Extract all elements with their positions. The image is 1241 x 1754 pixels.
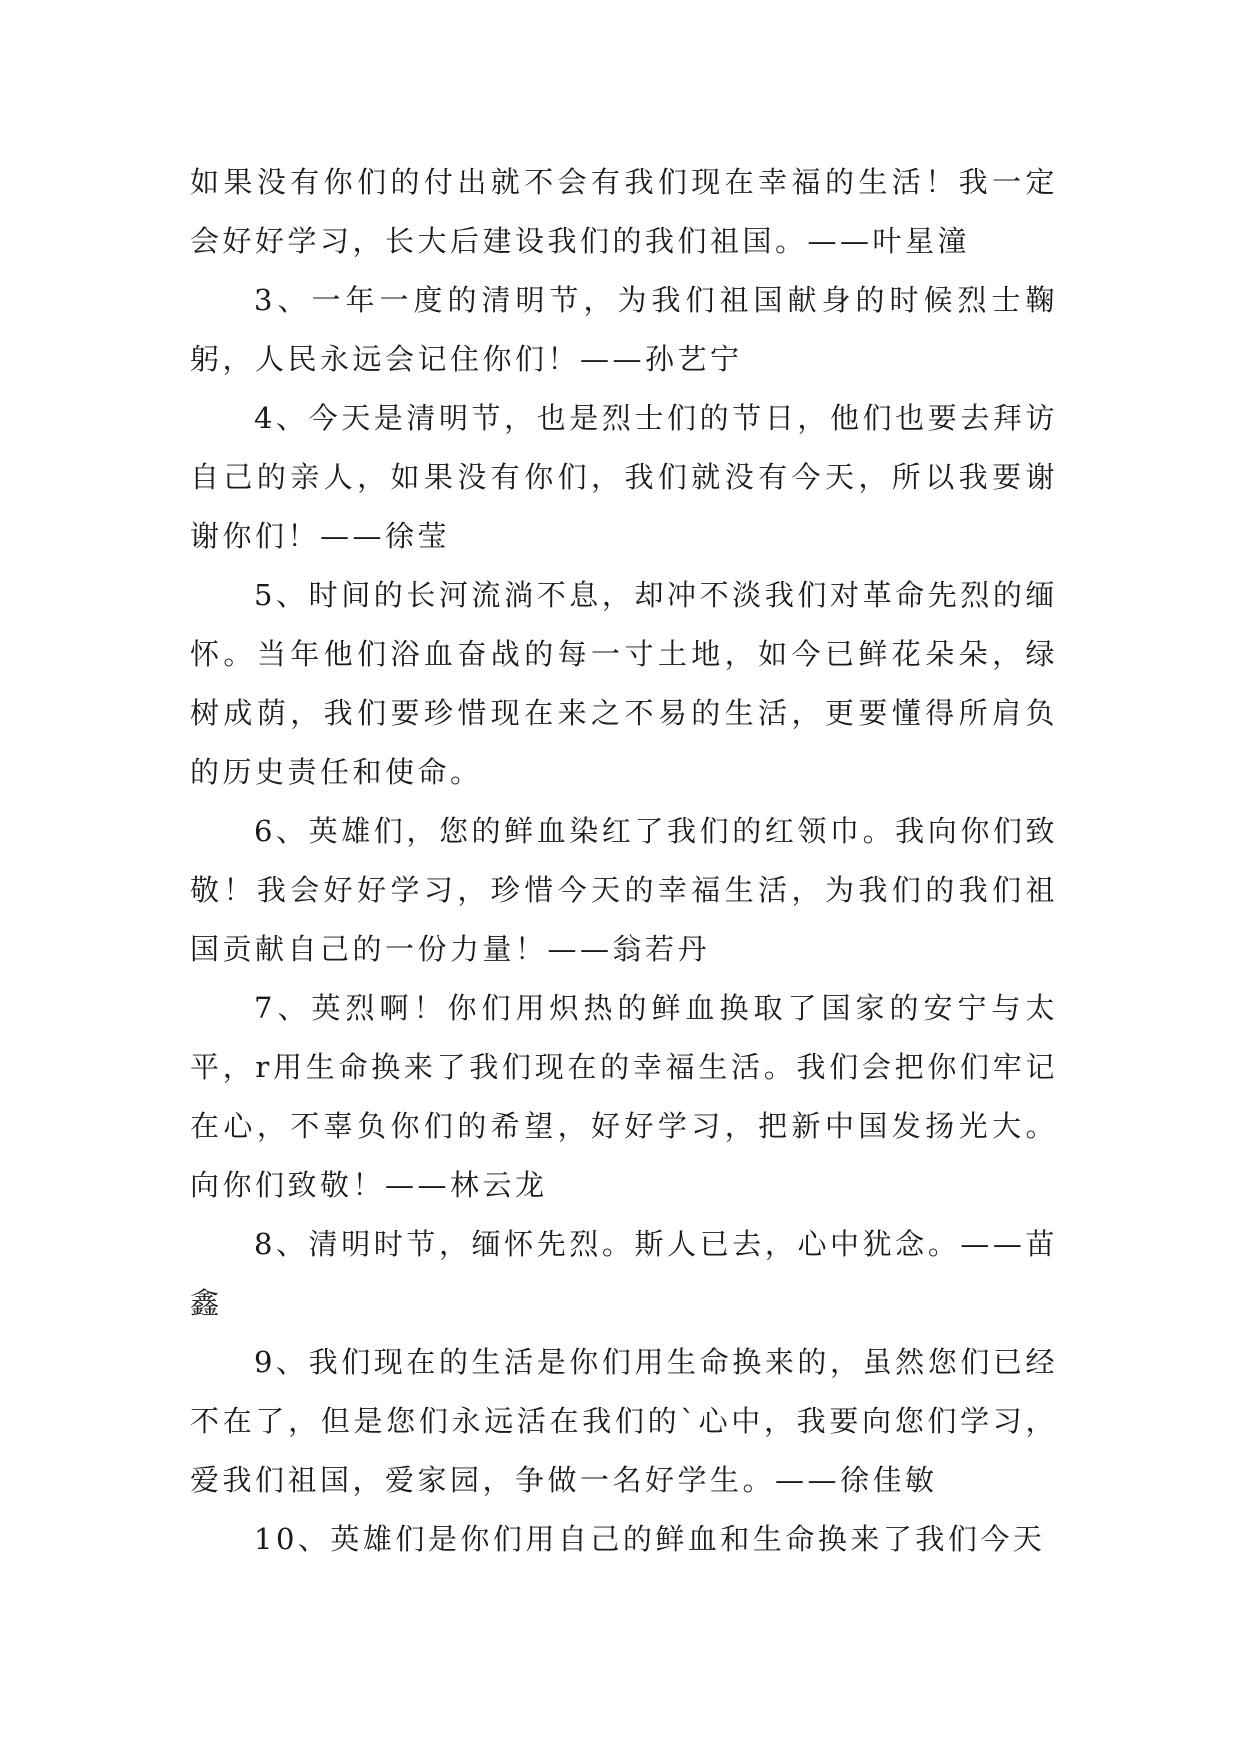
paragraph-item-8: 8、清明时节，缅怀先烈。斯人已去，心中犹念。——苗鑫	[190, 1227, 1058, 1320]
document-body	[190, 153, 1058, 1569]
paragraph-item-6: 6、英雄们，您的鲜血染红了我们的红领巾。我向你们致敬！我会好好学习，珍惜今天的幸福生活，为我们的我们祖国贡献自己的一份力量！——翁若丹	[190, 814, 1058, 966]
paragraph-continuation: 如果没有你们的付出就不会有我们现在幸福的生活！我一定会好好学习，长大后建设我们的我们祖国。——叶星潼	[190, 165, 1058, 258]
paragraph-item-10: 10、英雄们是你们用自己的鲜血和生命换来了我们今天	[254, 1522, 1046, 1556]
paragraph-item-4: 4、今天是清明节，也是烈士们的节日，他们也要去拜访自己的亲人，如果没有你们，我们就没有今天，所以我要谢谢你们！——徐莹	[190, 401, 1058, 553]
paragraph-item-3: 3、一年一度的清明节，为我们祖国献身的时候烈士鞠躬，人民永远会记住你们！——孙艺宁	[190, 283, 1058, 376]
paragraph-item-5: 5、时间的长河流淌不息，却冲不淡我们对革命先烈的缅怀。当年他们浴血奋战的每一寸土地，如今已鲜花朵朵，绿树成荫，我们要珍惜现在来之不易的生活，更要懂得所肩负的历史责任和使命。	[190, 578, 1058, 789]
paragraph-item-7: 7、英烈啊！你们用炽热的鲜血换取了国家的安宁与太平，r用生命换来了我们现在的幸福生活。我们会把你们牢记在心，不辜负你们的希望，好好学习，把新中国发扬光大。向你们致敬！——林云龙	[190, 991, 1058, 1202]
paragraph-item-9: 9、我们现在的生活是你们用生命换来的，虽然您们已经不在了，但是您们永远活在我们的`心中，我要向您们学习，爱我们祖国，爱家园，争做一名好学生。——徐佳敏	[190, 1345, 1058, 1497]
